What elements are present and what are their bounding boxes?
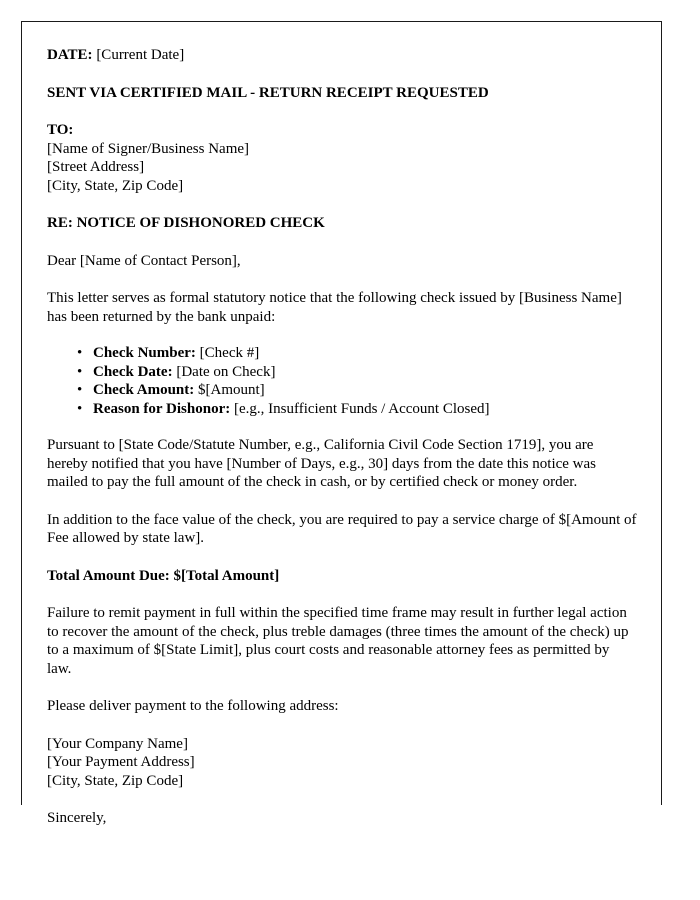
detail-label: Reason for Dishonor: <box>93 400 231 417</box>
check-details-list <box>47 344 637 418</box>
spacer <box>47 790 637 809</box>
total-amount-due: Total Amount Due: $[Total Amount] <box>47 567 280 584</box>
recipient-line: [City, State, Zip Code] <box>47 177 184 194</box>
legal-action-paragraph: Failure to remit payment in full within the specified time frame may result in further legal action to recover the amount of the check, plus treble damages (three times the amount of the check) up to a maximum of $[State Limit], plus court costs and reasonable attorney fees as permitted by law. <box>47 605 629 677</box>
date-label: DATE: <box>47 47 93 63</box>
intro-paragraph: This letter serves as formal statutory notice that the following check issued by [Business Name] has been returned by the bank unpaid: <box>47 290 622 325</box>
spacer <box>47 492 637 511</box>
spacer <box>47 102 637 121</box>
detail-label: Check Number: <box>93 345 196 361</box>
spacer <box>47 585 637 604</box>
list-item <box>77 400 637 419</box>
detail-label: Check Amount: <box>93 382 195 398</box>
bullet-icon: • <box>77 363 83 380</box>
detail-value: [Check #] <box>199 345 260 361</box>
detail-value: [Date on Check] <box>176 363 276 380</box>
date-value: [Current Date] <box>96 47 185 63</box>
date-line <box>47 46 637 65</box>
spacer <box>47 678 637 697</box>
spacer <box>47 326 637 344</box>
list-item <box>77 363 637 382</box>
letter-body <box>22 22 661 828</box>
subject-line: RE: NOTICE OF DISHONORED CHECK <box>47 215 325 231</box>
salutation: Dear [Name of Contact Person], <box>47 252 241 269</box>
spacer <box>47 195 637 214</box>
bullet-icon: • <box>77 382 83 398</box>
payment-address-line: [City, State, Zip Code] <box>47 772 184 789</box>
payment-address-line: [Your Company Name] <box>47 735 188 752</box>
to-label: TO: <box>47 122 74 138</box>
detail-label: Check Date: <box>93 363 173 380</box>
statute-paragraph: Pursuant to [State Code/Statute Number, e.g., California Civil Code Section 1719], you are hereby notified that you have [Number of Days, e.g., 30] days from the date this notice was mailed to pay the full amount of the check in cash, or by certified check or money order. <box>47 437 597 490</box>
delivery-notice: SENT VIA CERTIFIED MAIL - RETURN RECEIPT REQUESTED <box>47 84 489 101</box>
bullet-icon: • <box>77 345 83 361</box>
spacer <box>47 233 637 252</box>
bullet-icon: • <box>77 400 83 417</box>
spacer <box>47 418 637 436</box>
service-charge-paragraph: In addition to the face value of the check, you are required to pay a service charge of $[Amount of Fee allowed by state law]. <box>47 511 637 546</box>
payment-instruction: Please deliver payment to the following address: <box>47 698 339 714</box>
list-item <box>77 344 637 363</box>
closing: Sincerely, <box>47 810 107 826</box>
detail-value: $[Amount] <box>198 382 265 398</box>
list-item <box>77 381 637 400</box>
letter-page <box>21 21 662 826</box>
recipient-line: [Street Address] <box>47 159 145 175</box>
recipient-line: [Name of Signer/Business Name] <box>47 140 250 157</box>
spacer <box>47 548 637 567</box>
spacer <box>47 716 637 735</box>
spacer <box>47 65 637 84</box>
payment-address-line: [Your Payment Address] <box>47 754 195 770</box>
spacer <box>47 270 637 289</box>
detail-value: [e.g., Insufficient Funds / Account Closed] <box>233 400 490 417</box>
